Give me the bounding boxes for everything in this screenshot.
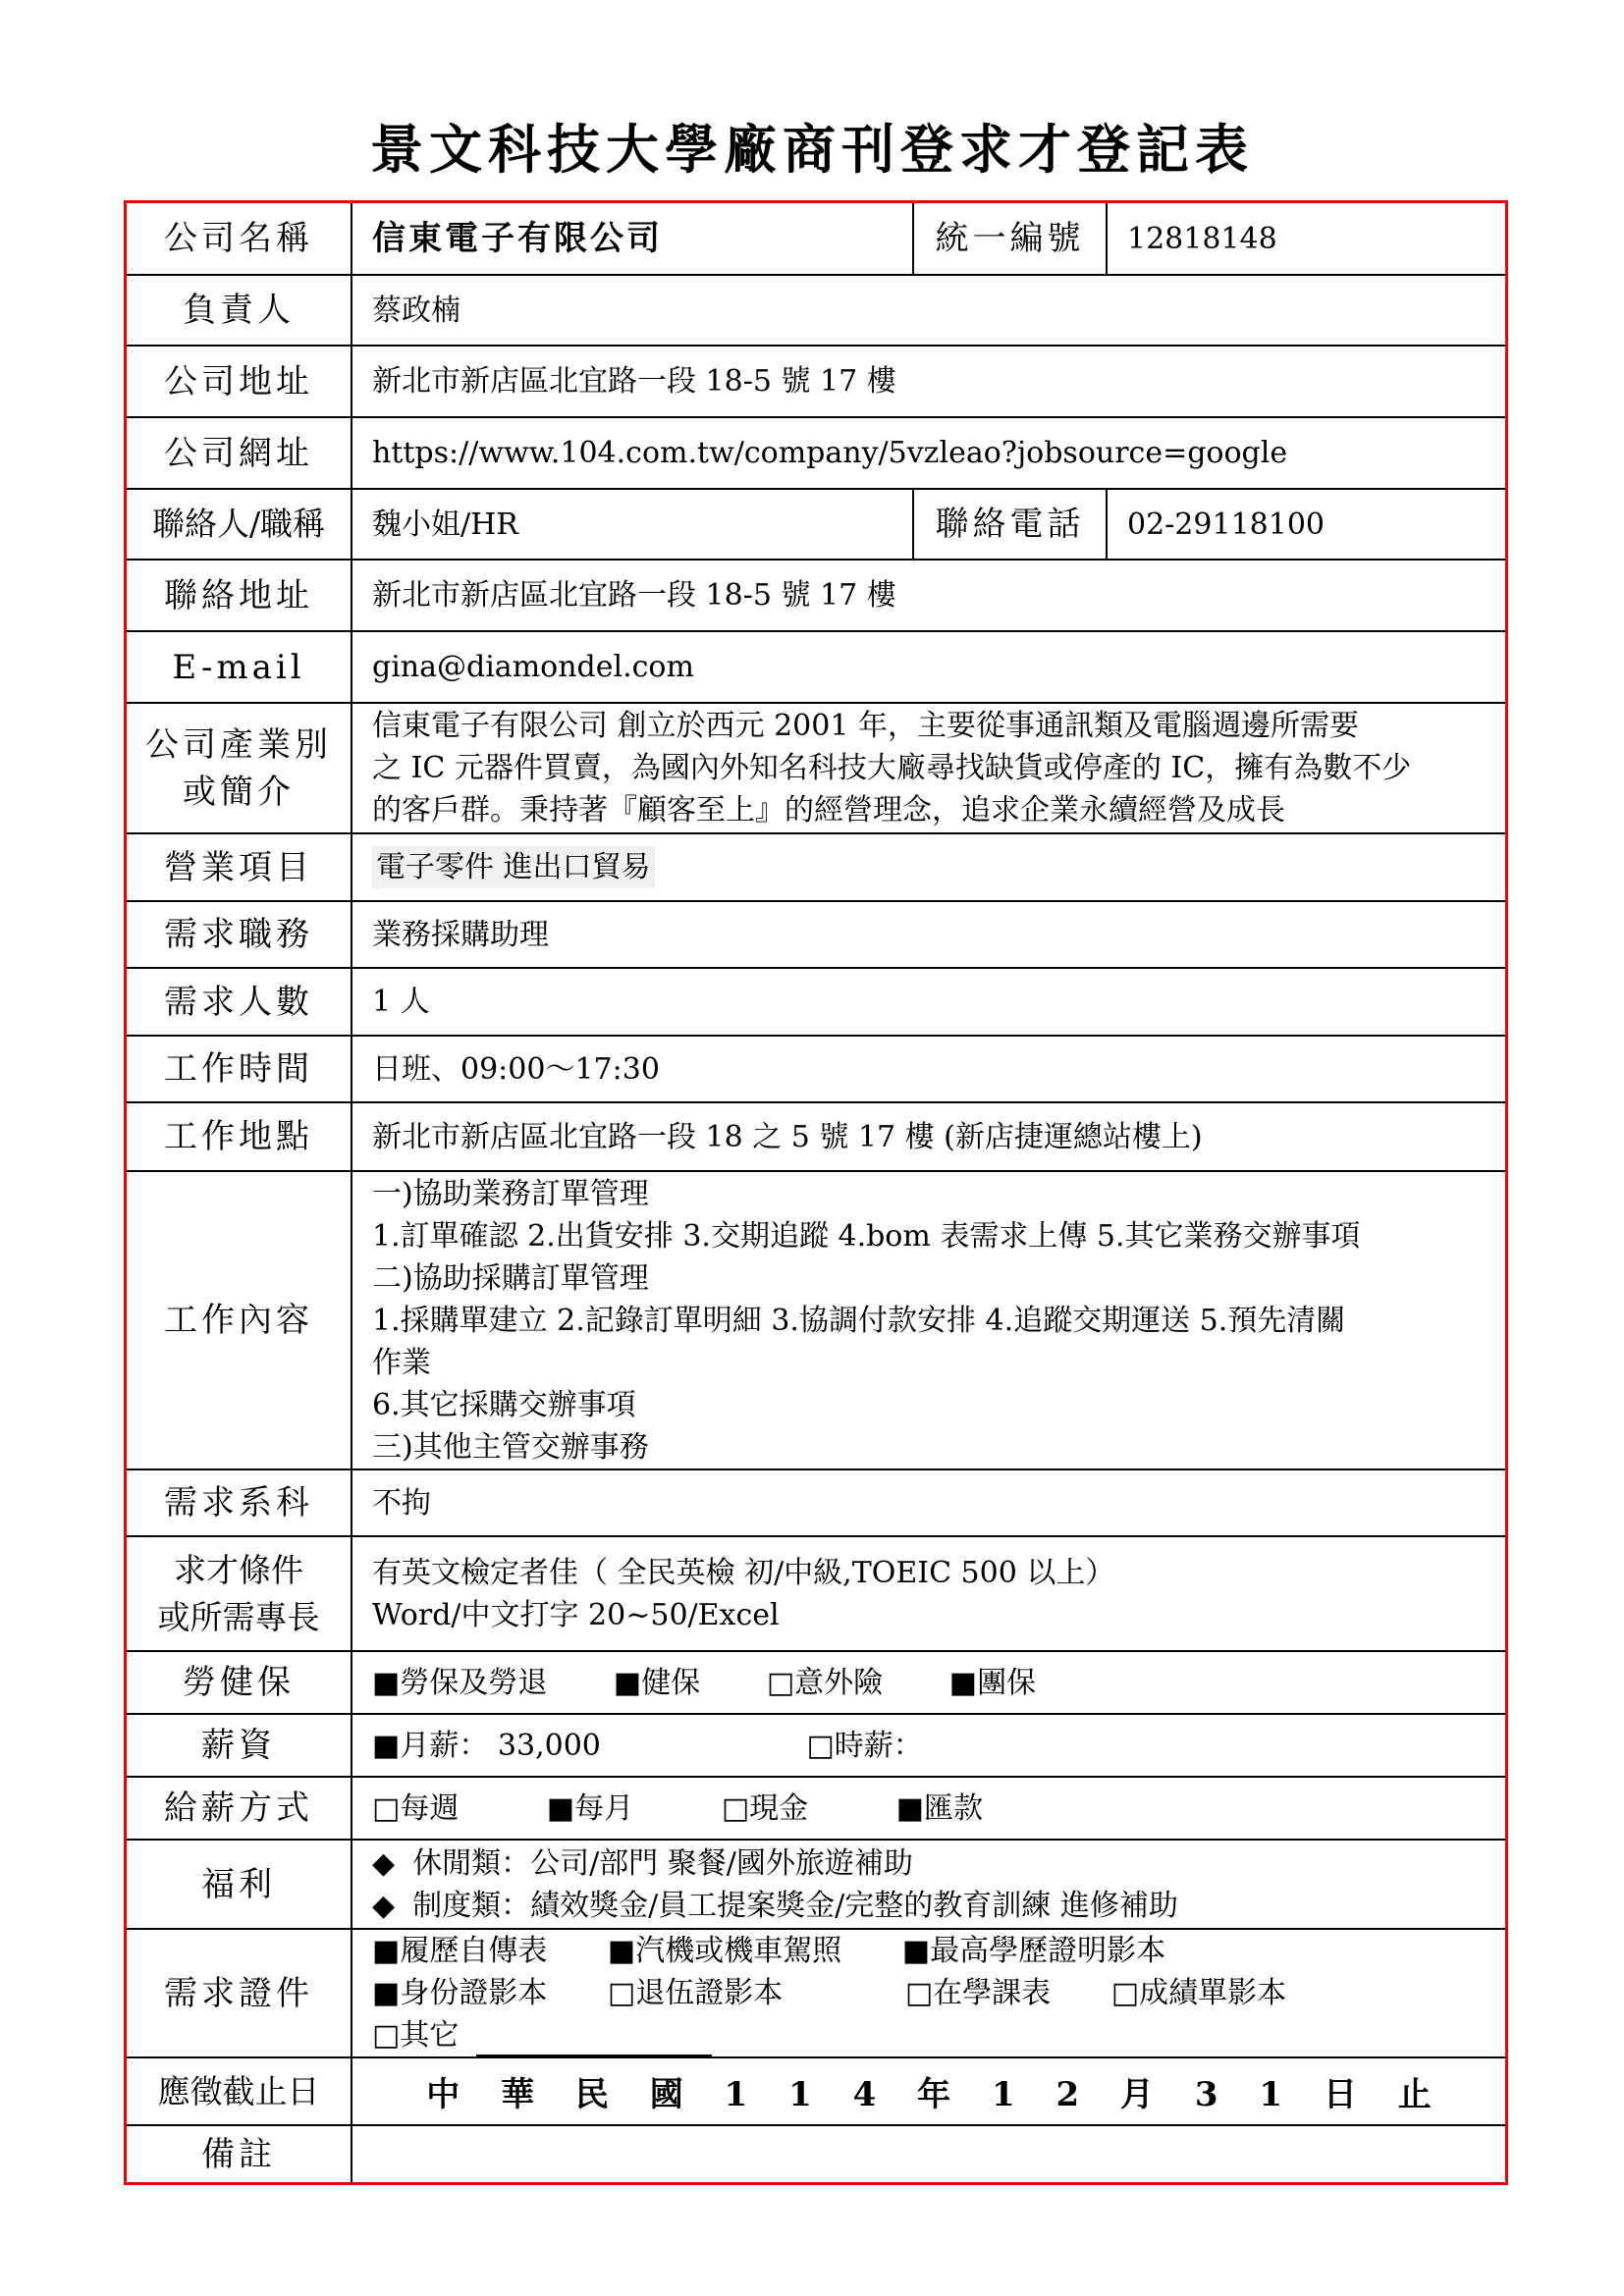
empty-box-icon: □: [806, 1728, 835, 1763]
salary-monthly[interactable]: [372, 1725, 601, 1767]
insurance-option-labor[interactable]: [372, 1662, 547, 1704]
diamond-bullet-icon: ◆: [372, 1888, 396, 1923]
location-value: 新北市新店區北宜路一段 18 之 5 號 17 樓 (新店捷運總站樓上): [352, 1102, 1505, 1171]
requirements-label: [127, 1536, 352, 1651]
pay-option-transfer[interactable]: [896, 1788, 983, 1830]
row-contact-address: [127, 560, 1505, 631]
row-department: [127, 1469, 1505, 1536]
duties-line-3: 二)協助採購訂單管理: [372, 1260, 649, 1296]
row-insurance: [127, 1651, 1505, 1714]
checked-box-icon: ■: [948, 1665, 978, 1700]
address-label: 公司地址: [127, 346, 352, 417]
pay-option-label: 每週: [400, 1790, 460, 1826]
contact-label: 聯絡人/職稱: [127, 489, 352, 560]
business-cell: [352, 833, 1505, 901]
hours-label: 工作時間: [127, 1036, 352, 1102]
registration-form-table: [127, 203, 1505, 2183]
diamond-bullet-icon: ◆: [372, 1845, 396, 1881]
pay-option-label: 現金: [749, 1790, 809, 1826]
duties-label: 工作內容: [127, 1171, 352, 1469]
benefits-line-1: [372, 1842, 1505, 1885]
empty-box-icon: □: [372, 2018, 401, 2053]
doc-option-label: 在學課表: [933, 1976, 1052, 2010]
insurance-option-group[interactable]: [949, 1662, 1036, 1704]
salary-options: [352, 1714, 1505, 1777]
insurance-option-label: 意外險: [794, 1665, 884, 1700]
pay-method-options: [352, 1777, 1505, 1840]
owner-value: 蔡政楠: [352, 275, 1505, 346]
insurance-option-health[interactable]: [614, 1662, 700, 1704]
empty-box-icon: □: [372, 1790, 401, 1826]
benefits-text: [352, 1840, 1505, 1929]
row-location: [127, 1102, 1505, 1171]
row-requirements: [127, 1536, 1505, 1651]
checked-box-icon: ■: [895, 1790, 925, 1826]
row-website: [127, 417, 1505, 489]
website-label: 公司網址: [127, 417, 352, 489]
row-documents: [127, 1929, 1505, 2057]
duties-line-7: 三)其他主管交辦事務: [372, 1429, 649, 1465]
doc-option-other[interactable]: [372, 2014, 712, 2056]
doc-option-transcript[interactable]: [1111, 1972, 1286, 2014]
deadline-char: 3: [1194, 2075, 1218, 2114]
company-name-value: 信東電子有限公司: [352, 203, 913, 275]
doc-option-label: 成績單影本: [1139, 1976, 1287, 2010]
salary-hourly[interactable]: [806, 1725, 922, 1767]
documents-row-2: [372, 1972, 1505, 2014]
salary-label: 薪資: [127, 1714, 352, 1777]
phone-label: 聯絡電話: [913, 489, 1107, 560]
pay-option-label: 匯款: [924, 1790, 984, 1826]
business-label: 營業項目: [127, 833, 352, 901]
deadline-char: 日: [1323, 2075, 1357, 2114]
deadline-label: 應徵截止日: [127, 2057, 352, 2125]
doc-option-military[interactable]: [608, 1972, 783, 2014]
row-salary: [127, 1714, 1505, 1777]
row-owner: [127, 275, 1505, 346]
email-value: gina@diamondel.com: [352, 631, 1505, 703]
other-blank-line[interactable]: [476, 2025, 712, 2056]
intro-line-1: 信東電子有限公司 創立於西元 2001 年，主要從事通訊類及電腦週邊所需要: [372, 709, 1359, 743]
owner-label: 負責人: [127, 275, 352, 346]
doc-option-license[interactable]: [608, 1930, 841, 1972]
row-address: [127, 346, 1505, 417]
intro-label: [127, 703, 352, 833]
insurance-label: 勞健保: [127, 1651, 352, 1714]
salary-hourly-label: 時薪：: [834, 1728, 923, 1763]
company-name-label: 公司名稱: [127, 203, 352, 275]
headcount-value: 1 人: [352, 968, 1505, 1036]
benefits-label: 福利: [127, 1840, 352, 1929]
business-value: 電子零件 進出口貿易: [372, 846, 655, 888]
deadline-value: [352, 2057, 1505, 2125]
pay-option-label: 每月: [574, 1790, 634, 1826]
deadline-char: 止: [1397, 2075, 1432, 2114]
duties-line-1: 一)協助業務訂單管理: [372, 1176, 649, 1211]
deadline-char: 華: [501, 2075, 535, 2114]
row-intro: [127, 703, 1505, 833]
position-value: 業務採購助理: [352, 901, 1505, 968]
row-benefits: [127, 1840, 1505, 1929]
checked-box-icon: ■: [607, 1934, 636, 1968]
row-contact: [127, 489, 1505, 560]
remarks-label: 備註: [127, 2125, 352, 2183]
hours-value: 日班、09:00～17:30: [352, 1036, 1505, 1102]
row-position: [127, 901, 1505, 968]
duties-text: [352, 1171, 1505, 1469]
tax-id-value: 12818148: [1107, 203, 1505, 275]
documents-options: [352, 1929, 1505, 2057]
duties-line-2: 1.訂單確認 2.出貨安排 3.交期追蹤 4.bom 表需求上傳 5.其它業務交辦事項: [372, 1218, 1361, 1254]
doc-option-label: 身份證影本: [400, 1976, 548, 2010]
form-title: 景文科技大學廠商刊登求才登記表: [370, 118, 1254, 181]
insurance-option-label: 健保: [641, 1665, 701, 1700]
row-headcount: [127, 968, 1505, 1036]
insurance-option-accident[interactable]: [767, 1662, 883, 1704]
pay-method-label: 給薪方式: [127, 1777, 352, 1840]
doc-option-label: 汽機或機車駕照: [635, 1934, 842, 1968]
row-hours: [127, 1036, 1505, 1102]
checked-box-icon: ■: [372, 1934, 401, 1968]
duties-line-4: 1.採購單建立 2.記錄訂單明細 3.協調付款安排 4.追蹤交期運送 5.預先清關: [372, 1303, 1346, 1338]
benefits-line-text: 休閒類：公司/部門 聚餐/國外旅遊補助: [412, 1845, 913, 1881]
doc-option-id[interactable]: [372, 1972, 547, 2014]
doc-option-resume[interactable]: [372, 1930, 547, 1972]
headcount-label: 需求人數: [127, 968, 352, 1036]
requirements-text: [352, 1536, 1505, 1651]
deadline-char: 1: [1259, 2075, 1283, 2114]
row-deadline: [127, 2057, 1505, 2125]
requirements-label-line-1: 求才條件: [174, 1550, 303, 1589]
deadline-char: 1: [992, 2075, 1015, 2114]
empty-box-icon: □: [766, 1665, 795, 1700]
deadline-char: 月: [1120, 2075, 1155, 2114]
doc-option-diploma[interactable]: [902, 1930, 1165, 1972]
benefits-line-text: 制度類：績效獎金/員工提案獎金/完整的教育訓練 進修補助: [412, 1888, 1178, 1923]
website-value: https://www.104.com.tw/company/5vzleao?jobsource=google: [352, 417, 1505, 489]
row-email: [127, 631, 1505, 703]
intro-text: [352, 703, 1505, 833]
empty-box-icon: □: [607, 1976, 636, 2010]
duties-line-6: 6.其它採購交辦事項: [372, 1387, 636, 1422]
doc-option-label: 履歷自傳表: [400, 1934, 548, 1968]
insurance-option-label: 團保: [977, 1665, 1037, 1700]
location-label: 工作地點: [127, 1102, 352, 1171]
documents-row-1: [372, 1930, 1505, 1972]
checked-box-icon: ■: [372, 1665, 401, 1700]
row-duties: [127, 1171, 1505, 1469]
salary-monthly-amount: 33,000: [497, 1728, 601, 1763]
phone-value: 02-29118100: [1107, 489, 1505, 560]
deadline-char: 2: [1056, 2075, 1080, 2114]
duties-line-5: 作業: [372, 1345, 431, 1380]
row-business: [127, 833, 1505, 901]
contact-address-value: 新北市新店區北宜路一段 18-5 號 17 樓: [352, 560, 1505, 631]
checked-box-icon: ■: [546, 1790, 575, 1826]
doc-option-label: 最高學歷證明影本: [930, 1934, 1166, 1968]
department-label: 需求系科: [127, 1469, 352, 1536]
intro-label-line-1: 公司產業別: [145, 724, 332, 765]
intro-label-line-2: 或簡介: [183, 772, 295, 812]
benefits-line-2: [372, 1885, 1505, 1927]
position-label: 需求職務: [127, 901, 352, 968]
pay-option-weekly[interactable]: [372, 1788, 459, 1830]
pay-option-monthly[interactable]: [547, 1788, 633, 1830]
documents-row-3: [372, 2014, 1505, 2056]
email-label: E-mail: [127, 631, 352, 703]
row-remarks: [127, 2125, 1505, 2183]
intro-line-3: 的客戶群。秉持著『顧客至上』的經營理念，追求企業永續經營及成長: [372, 793, 1285, 828]
contact-value: 魏小姐/HR: [352, 489, 913, 560]
checked-box-icon: ■: [613, 1665, 642, 1700]
row-pay-method: [127, 1777, 1505, 1840]
deadline-char: 年: [917, 2075, 951, 2114]
insurance-options: [352, 1651, 1505, 1714]
requirements-line-1: 有英文檢定者佳（ 全民英檢 初/中級,TOEIC 500 以上）: [372, 1555, 1115, 1590]
checked-box-icon: ■: [901, 1934, 931, 1968]
requirements-label-line-2: 或所需專長: [157, 1597, 320, 1636]
doc-option-label: 其它: [400, 2018, 460, 2053]
pay-option-cash[interactable]: [722, 1788, 808, 1830]
department-value: 不拘: [352, 1469, 1505, 1536]
tax-id-label: 統一編號: [913, 203, 1107, 275]
empty-box-icon: □: [1110, 1976, 1140, 2010]
checked-box-icon: ■: [372, 1728, 401, 1763]
doc-option-label: 退伍證影本: [635, 1976, 784, 2010]
contact-address-label: 聯絡地址: [127, 560, 352, 631]
address-value: 新北市新店區北宜路一段 18-5 號 17 樓: [352, 346, 1505, 417]
insurance-option-label: 勞保及勞退: [400, 1665, 548, 1700]
row-company-name: [127, 203, 1505, 275]
requirements-line-2: Word/中文打字 20~50/Excel: [372, 1597, 780, 1632]
deadline-char: 1: [788, 2075, 812, 2114]
deadline-char: 民: [574, 2075, 609, 2114]
intro-line-2: 之 IC 元器件買賣，為國內外知名科技大廠尋找缺貨或停產的 IC，擁有為數不少: [372, 751, 1412, 785]
deadline-char: 中: [426, 2075, 460, 2114]
doc-option-schedule[interactable]: [905, 1972, 1051, 2014]
remarks-value: [352, 2125, 1505, 2183]
empty-box-icon: □: [904, 1976, 934, 2010]
deadline-char: 國: [649, 2075, 683, 2114]
empty-box-icon: □: [721, 1790, 750, 1826]
salary-monthly-label: 月薪：: [400, 1728, 489, 1763]
deadline-char: 4: [852, 2075, 877, 2114]
deadline-char: 1: [724, 2075, 748, 2114]
documents-label: 需求證件: [127, 1929, 352, 2057]
checked-box-icon: ■: [372, 1976, 401, 2010]
